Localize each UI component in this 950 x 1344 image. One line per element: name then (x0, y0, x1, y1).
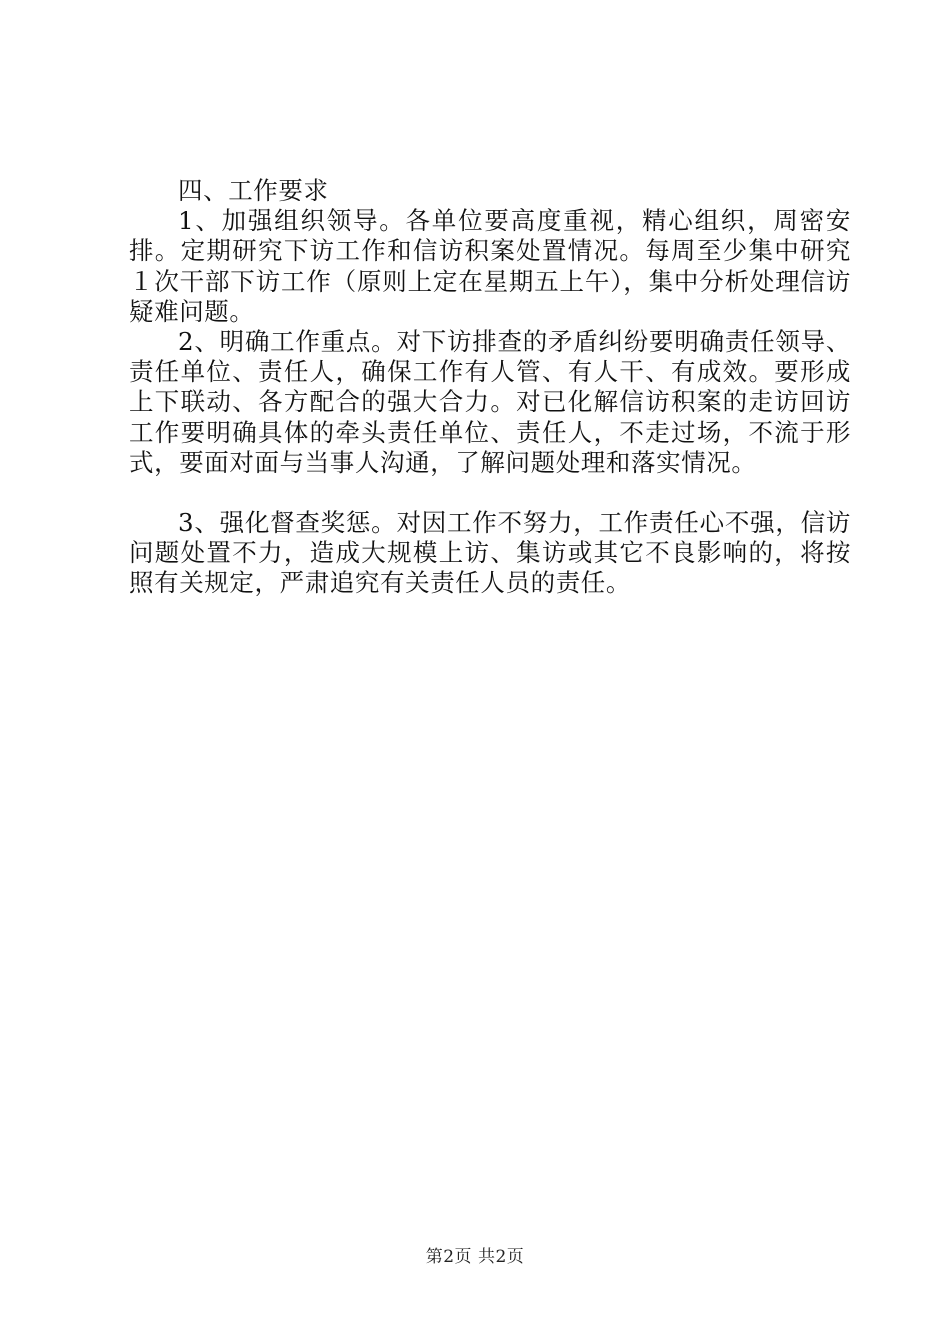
paragraph-organization-leadership: 1、加强组织领导。各单位要高度重视，精心组织，周密安排。定期研究下访工作和信访积案处置情况。每周至少集中研究１次干部下访工作（原则上定在星期五上午），集中分析处理信访疑难问题。 (129, 206, 851, 326)
document-body (129, 176, 851, 599)
page-number-footer: 第2页 共2页 (425, 1247, 525, 1267)
paragraph-spacer (129, 478, 851, 508)
paragraph-work-focus: 2、明确工作重点。对下访排查的矛盾纠纷要明确责任领导、责任单位、责任人，确保工作有人管、有人干、有成效。要形成上下联动、各方配合的强大合力。对已化解信访积案的走访回访工作要明确具体的牵头责任单位、责任人，不走过场，不流于形式，要面对面与当事人沟通，了解问题处理和落实情况。 (129, 327, 851, 477)
paragraph-supervision: 3、强化督查奖惩。对因工作不努力，工作责任心不强，信访问题处置不力，造成大规模上访、集访或其它不良影响的，将按照有关规定，严肃追究有关责任人员的责任。 (129, 508, 851, 598)
section-heading: 四、工作要求 (178, 176, 329, 205)
